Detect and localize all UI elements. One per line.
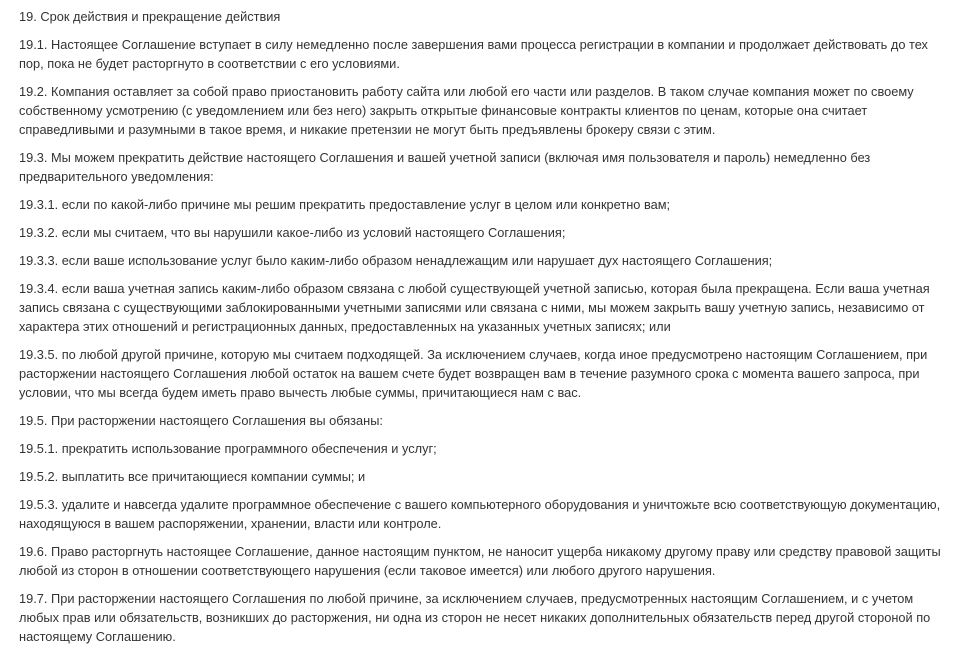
clause-19-5-1: 19.5.1. прекратить использование программного обеспечения и услуг; [19,441,437,456]
clause-19-5: 19.5. При расторжении настоящего Соглашения вы обязаны: [19,413,383,428]
clause-19-3-1: 19.3.1. если по какой-либо причине мы решим прекратить предоставление услуг в целом или конкретно вам; [19,197,671,212]
clause-19-5-2: 19.5.2. выплатить все причитающиеся компании суммы; и [19,469,366,484]
section-title: 19. Срок действия и прекращение действия [19,9,281,24]
clause-19-3-2: 19.3.2. если мы считаем, что вы нарушили какое-либо из условий настоящего Соглашения; [19,225,566,240]
clause-19-2: 19.2. Компания оставляет за собой право приостановить работу сайта или любой его части или разделов. В таком случае компания может по своему собственному усмотрению (с уведомлением или без него) закрыть открытые финансовые контракты клиентов по ценам, которые она считает справедливыми и разумными в такое время, и никакие претензии не могут быть предъявлены брокеру связи с этим. [19,84,914,137]
clause-19-5-3: 19.5.3. удалите и навсегда удалите программное обеспечение с вашего компьютерного оборудования и уничтожьте всю соответствующую документацию, находящуюся в вашем распоряжении, хранении, власти или контроле. [19,497,941,531]
clause-19-6: 19.6. Право расторгнуть настоящее Соглашение, данное настоящим пунктом, не наносит ущерба никакому другому праву или средству правовой защиты любой из сторон в отношении соответствующего нарушения (если таковое имеется) или любого другого нарушения. [19,544,941,578]
clause-19-7: 19.7. При расторжении настоящего Соглашения по любой причине, за исключением случаев, предусмотренных настоящим Соглашением, и с учетом любых прав или обязательств, возникших до расторжения, ни одна из сторон не несет никаких дополнительных обязательств перед другой стороной по настоящему Соглашению. [19,591,931,644]
clause-19-3-5: 19.3.5. по любой другой причине, которую мы считаем подходящей. За исключением случаев, когда иное предусмотрено настоящим Соглашением, при расторжении настоящего Соглашения любой остаток на вашем счете будет возвращен вам в течение разумного срока с момента вашего запроса, при условии, что мы всегда будем иметь право вычесть любые суммы, причитающиеся нам с вас. [19,347,928,400]
clause-19-3: 19.3. Мы можем прекратить действие настоящего Соглашения и вашей учетной записи (включая имя пользователя и пароль) немедленно без предварительного уведомления: [19,150,871,184]
clause-19-3-4: 19.3.4. если ваша учетная запись каким-либо образом связана с любой существующей учетной записью, которая была прекращена. Если ваша учетная запись связана с существующими заблокированными учетными записями или связана с ними, мы можем закрыть вашу учетную запись, независимо от характера этих отношений и регистрационных данных, предоставленных на указанных учетных записях; или [19,281,930,334]
clause-19-3-3: 19.3.3. если ваше использование услуг было каким-либо образом ненадлежащим или нарушает дух настоящего Соглашения; [19,253,773,268]
clause-19-1: 19.1. Настоящее Соглашение вступает в силу немедленно после завершения вами процесса регистрации в компании и продолжает действовать до тех пор, пока не будет расторгнуто в соответствии с его условиями. [19,37,928,71]
